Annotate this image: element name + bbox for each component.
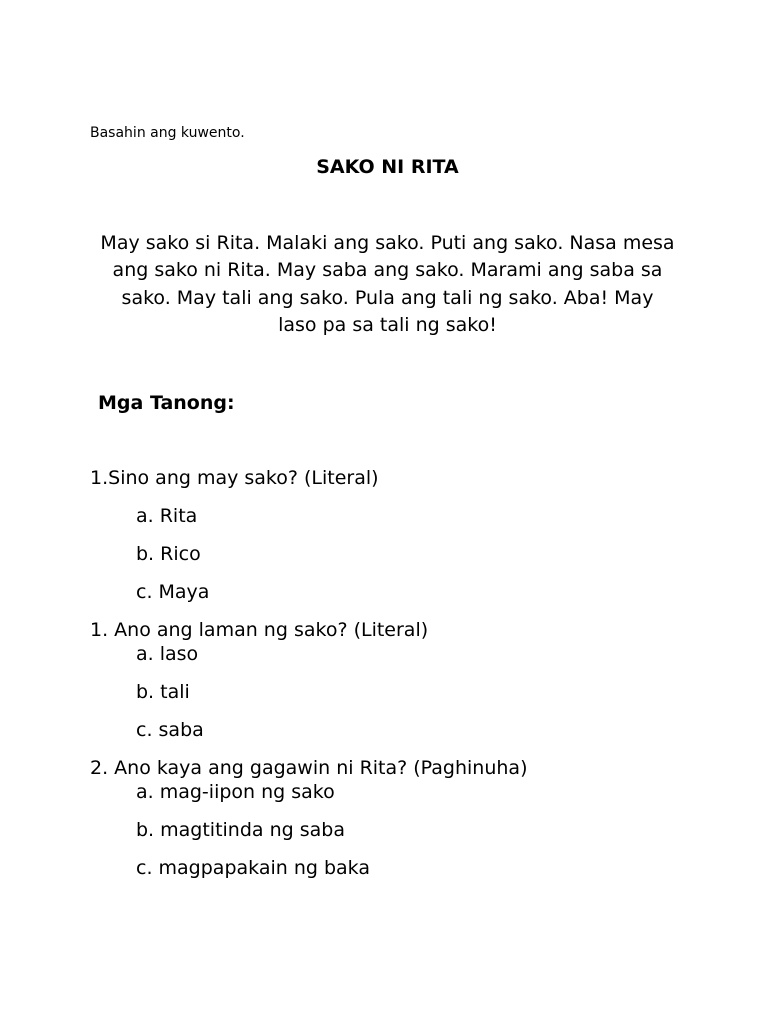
story-title: SAKO NI RITA — [316, 156, 459, 178]
question-1-option-b: b. Rico — [136, 543, 201, 565]
question-3-option-c: c. magpapakain ng baka — [136, 857, 370, 879]
question-2-option-c: c. saba — [136, 719, 204, 741]
question-3: 2. Ano kaya ang gagawin ni Rita? (Paghinuha) — [90, 757, 528, 779]
story-paragraph: May sako si Rita. Malaki ang sako. Puti ang sako. Nasa mesa ang sako ni Rita. May saba ang sako. Marami ang saba sa sako. May tali ang sako. Pula ang tali ng sako. Aba! May laso pa sa tali ng sako! — [100, 232, 675, 336]
question-1: 1.Sino ang may sako? (Literal) — [90, 467, 379, 489]
question-2-option-b: b. tali — [136, 681, 190, 703]
instruction-text: Basahin ang kuwento. — [90, 125, 245, 141]
question-3-option-a: a. mag-iipon ng sako — [136, 781, 335, 803]
question-1-option-a: a. Rita — [136, 505, 198, 527]
questions-heading: Mga Tanong: — [98, 392, 235, 414]
question-2-option-a: a. laso — [136, 643, 199, 665]
question-2: 1. Ano ang laman ng sako? (Literal) — [90, 619, 429, 641]
question-3-option-b: b. magtitinda ng saba — [136, 819, 345, 841]
question-1-option-c: c. Maya — [136, 581, 210, 603]
